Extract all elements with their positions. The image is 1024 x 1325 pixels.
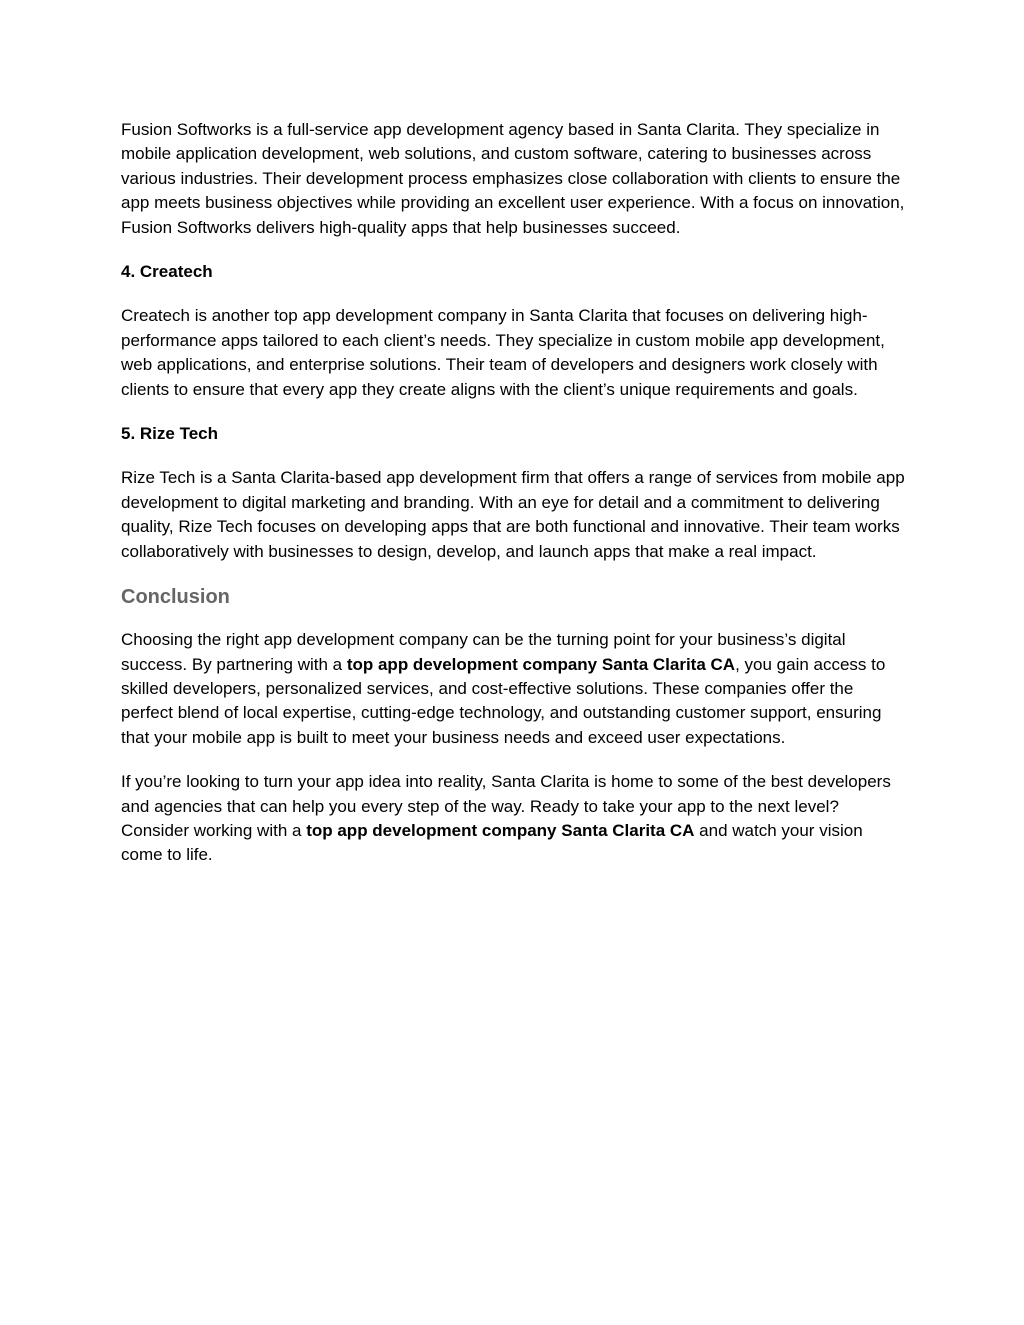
conclusion-paragraph-1 [121,628,906,750]
document-page [121,118,906,888]
fusion-softworks-paragraph: Fusion Softworks is a full-service app development agency based in Santa Clarita. They specialize in mobile application development, web solutions, and custom software, catering to businesses across various industries. Their development process emphasizes close collaboration with clients to ensure the app meets business objectives while providing an excellent user experience. With a focus on innovation, Fusion Softworks delivers high-quality apps that help businesses succeed. [121,120,905,237]
conclusion-p1-keyword: top app development company Santa Clarita CA [346,654,736,674]
conclusion-p2-text-start: If you’re looking to turn your app idea into reality, Santa Clarita is home to some of the best developers and agencies that can help you every step of the way. Ready to take your app to the next level? Consider working with a [121,772,891,840]
rize-tech-heading: 5. Rize Tech [121,424,218,444]
conclusion-p1-text-end: , you gain access to skilled developers, personalized services, and cost-effective solutions. These companies offer the perfect blend of local expertise, cutting-edge technology, and outstanding customer support, ensuring that your mobile app is built to meet your business needs and exceed user expectations. [121,654,886,747]
createch-heading: 4. Createch [121,262,213,282]
conclusion-paragraph-2 [121,770,906,868]
conclusion-heading: Conclusion [121,586,230,609]
rize-tech-paragraph: Rize Tech is a Santa Clarita-based app development firm that offers a range of services from mobile app development to digital marketing and branding. With an eye for detail and a commitment to delivering quality, Rize Tech focuses on developing apps that are both functional and innovative. Their team works collaboratively with businesses to design, develop, and launch apps that make a real impact. [121,468,905,561]
conclusion-p2-keyword: top app development company Santa Clarita CA [306,820,695,840]
conclusion-p2-text-end: and watch your vision come to life. [121,820,863,865]
conclusion-p1-text-start: Choosing the right app development company can be the turning point for your business’s digital success. By partnering with a [121,630,846,674]
createch-paragraph: Createch is another top app development company in Santa Clarita that focuses on delivering high-performance apps tailored to each client’s needs. They specialize in custom mobile app development, web applications, and enterprise solutions. Their team of developers and designers work closely with clients to ensure that every app they create aligns with the client’s unique requirements and goals. [121,306,885,399]
